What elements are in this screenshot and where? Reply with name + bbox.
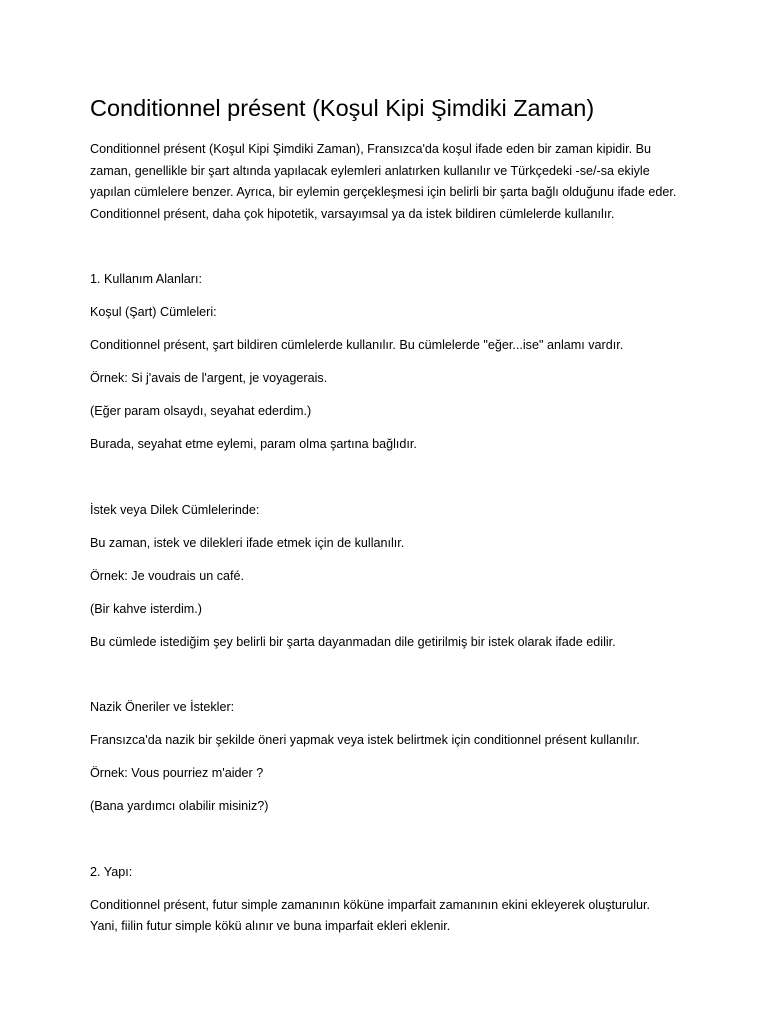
intro-line: Conditionnel présent, daha çok hipotetik, varsayımsal ya da istek bildiren cümlelerde kullanılır.: [90, 206, 615, 221]
subsection-a-text: Conditionnel présent, şart bildiren cümlelerde kullanılır. Bu cümlelerde "eğer...ise" anlamı vardır.: [90, 338, 624, 352]
subsection-a-example: Örnek: Si j'avais de l'argent, je voyagerais.: [90, 371, 328, 385]
intro-line: yapılan cümlelere benzer. Ayrıca, bir eylemin gerçekleşmesi için belirli bir şarta bağlı olduğunu ifade eder.: [90, 185, 677, 199]
section-2-line: Conditionnel présent, futur simple zamanının köküne imparfait zamanının ekini ekleyerek oluşturulur.: [90, 897, 651, 912]
subsection-c-text: Fransızca'da nazik bir şekilde öneri yapmak veya istek belirtmek için conditionnel présent kullanılır.: [90, 733, 640, 747]
subsection-b-text: Bu zaman, istek ve dilekleri ifade etmek için de kullanılır.: [90, 535, 405, 550]
intro-line: Conditionnel présent (Koşul Kipi Şimdiki Zaman), Fransızca'da koşul ifade eden bir zaman kipidir. Bu: [90, 142, 651, 156]
subsection-c-example: Örnek: Vous pourriez m'aider ?: [90, 766, 264, 780]
intro-line: zaman, genellikle bir şart altında yapılacak eylemleri anlatırken kullanılır ve Türkçedeki -se/-sa ekiyle: [90, 163, 650, 178]
document-title: Conditionnel présent (Koşul Kipi Şimdiki Zaman): [90, 95, 595, 121]
subsection-b-example: Örnek: Je voudrais un café.: [90, 568, 245, 583]
section-2-paragraph: [90, 895, 690, 938]
subsection-a-note: Burada, seyahat etme eylemi, param olma şartına bağlıdır.: [90, 437, 417, 451]
intro-paragraph: [90, 139, 690, 225]
subsection-b-translation: (Bir kahve isterdim.): [90, 601, 202, 616]
subsection-b-heading: İstek veya Dilek Cümlelerinde:: [90, 502, 260, 517]
section-2-heading: 2. Yapı:: [90, 864, 133, 879]
subsection-c-translation: (Bana yardımcı olabilir misiniz?): [90, 799, 269, 813]
document-page: [90, 92, 690, 938]
section-2-line: Yani, fiilin futur simple kökü alınır ve buna imparfait ekleri eklenir.: [90, 919, 451, 933]
subsection-a-heading: Koşul (Şart) Cümleleri:: [90, 305, 217, 319]
section-1-heading: 1. Kullanım Alanları:: [90, 272, 203, 286]
subsection-b-note: Bu cümlede istediğim şey belirli bir şarta dayanmadan dile getirilmiş bir istek olarak ifade edilir.: [90, 634, 616, 649]
subsection-a-translation: (Eğer param olsaydı, seyahat ederdim.): [90, 404, 312, 418]
subsection-c-heading: Nazik Öneriler ve İstekler:: [90, 700, 235, 714]
